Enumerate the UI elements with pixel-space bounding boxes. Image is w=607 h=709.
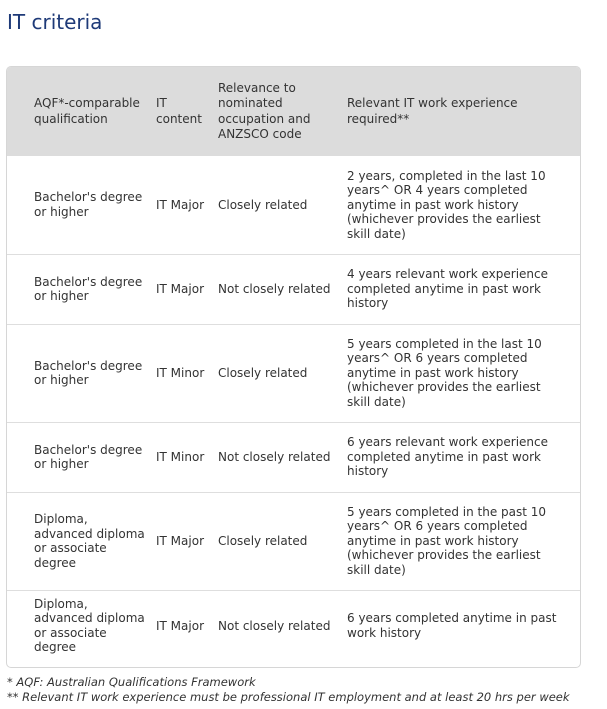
criteria-table [7, 67, 580, 661]
cell-it-content: IT Major [156, 492, 218, 590]
cell-experience: 4 years relevant work experience completed anytime in past work history [347, 254, 580, 324]
cell-relevance: Not closely related [218, 590, 347, 661]
header-it-content: IT content [156, 67, 218, 156]
table-row [7, 492, 580, 590]
cell-relevance: Not closely related [218, 254, 347, 324]
header-qualification: AQF*-comparable qualification [7, 67, 156, 156]
table-row [7, 422, 580, 492]
page-title: IT criteria [7, 10, 103, 34]
table-row [7, 324, 580, 422]
footnote-aqf: * AQF: Australian Qualifications Framework [7, 675, 256, 689]
footnotes [7, 675, 607, 704]
cell-it-content: IT Major [156, 590, 218, 661]
header-row [7, 67, 580, 156]
table-row [7, 254, 580, 324]
cell-experience: 6 years relevant work experience completed anytime in past work history [347, 422, 580, 492]
cell-relevance: Not closely related [218, 422, 347, 492]
cell-relevance: Closely related [218, 197, 308, 212]
criteria-table-card [6, 66, 581, 668]
table-row [7, 156, 580, 254]
cell-qualification: Bachelor's degree or higher [7, 324, 156, 422]
footnote-experience: ** Relevant IT work experience must be professional IT employment and at least 20 hrs per week [7, 689, 570, 704]
cell-it-content: IT Minor [156, 324, 218, 422]
cell-experience: 5 years completed in the past 10 years^ OR 6 years completed anytime in past work history (whichever provides the earliest skill date) [347, 492, 580, 590]
cell-it-content: IT Minor [156, 422, 218, 492]
cell-relevance: Closely related [218, 324, 347, 422]
cell-qualification: Diploma, advanced diploma or associate degree [7, 590, 156, 661]
cell-qualification: Bachelor's degree or higher [7, 254, 156, 324]
table-body [7, 156, 580, 661]
table-header [7, 67, 580, 156]
cell-experience: 2 years, completed in the last 10 years^ OR 4 years completed anytime in past work history (whichever provides the earliest skill date) [347, 168, 546, 241]
header-relevance: Relevance to nominated occupation and ANZSCO code [218, 67, 347, 156]
cell-it-content: IT Major [156, 254, 218, 324]
cell-experience: 6 years completed anytime in past work history [347, 590, 580, 661]
cell-qualification: Bachelor's degree or higher [34, 190, 143, 219]
cell-qualification: Bachelor's degree or higher [7, 422, 156, 492]
cell-relevance: Closely related [218, 492, 347, 590]
table-row [7, 590, 580, 661]
cell-it-content: IT Major [156, 197, 204, 212]
header-experience: Relevant IT work experience required** [347, 67, 580, 156]
cell-qualification: Diploma, advanced diploma or associate degree [7, 492, 156, 590]
cell-experience: 5 years completed in the last 10 years^ OR 6 years completed anytime in past work history (whichever provides the earliest skill date) [347, 324, 580, 422]
